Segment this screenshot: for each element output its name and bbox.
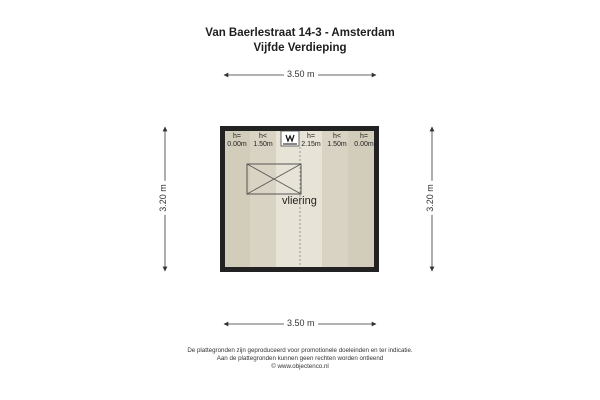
height-marker: h< 1.50m — [253, 133, 273, 148]
height-marker: h< 1.50m — [327, 133, 347, 148]
plan-title: Van Baerlestraat 14-3 - Amsterdam — [205, 27, 395, 39]
copyright-link[interactable]: © www.objectenco.nl — [271, 363, 329, 370]
disclaimer — [0, 347, 600, 371]
zone-mid-left — [250, 131, 276, 267]
zone-mid-right — [322, 131, 348, 267]
dimension-top-label: 3.50 m — [284, 69, 318, 79]
zone-low-right — [348, 131, 374, 267]
disclaimer-line: De plattegronden zijn geproduceerd voor promotionele doeleinden en ter indicatie. — [187, 347, 413, 354]
height-marker: h= 0.00m — [354, 133, 374, 148]
zone-low-left — [225, 131, 250, 267]
floor-name: Vijfde Verdieping — [253, 42, 347, 54]
dimension-left-label: 3.20 m — [158, 181, 168, 215]
disclaimer-line: Aan de plattegronden kunnen geen rechten worden ontleend — [216, 355, 384, 362]
height-marker: h= 0.00m — [227, 133, 247, 148]
height-marker: h= 2.15m — [301, 133, 321, 148]
room-label: vliering — [282, 195, 317, 207]
dimension-right-label: 3.20 m — [425, 181, 435, 215]
dimension-bottom-label: 3.50 m — [284, 318, 318, 328]
